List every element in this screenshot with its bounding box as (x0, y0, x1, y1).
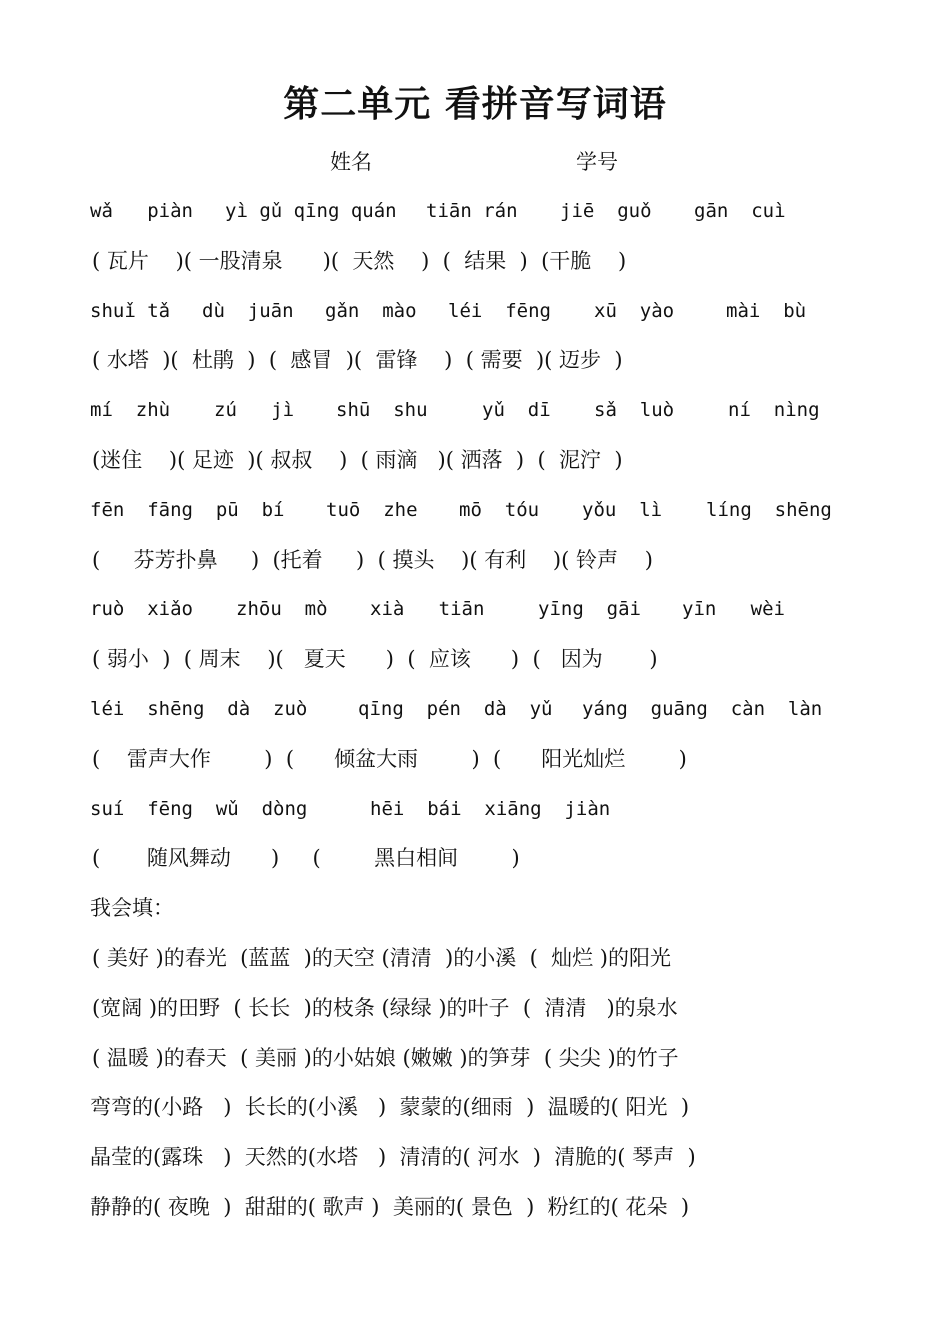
answer-text: ( 水塔 )( 杜鹃 ) ( 感冒 )( 雷锋 ) ( 需要 )( 迈步 ) (92, 348, 623, 373)
pinyin-text: zú jì (214, 399, 295, 422)
answer-row (0, 993, 950, 1023)
pinyin-row (0, 296, 950, 326)
answer-row (0, 943, 950, 973)
pinyin-row (0, 196, 950, 226)
name-label: 姓名 (330, 150, 372, 174)
pinyin-text: léi fēng (448, 299, 551, 322)
pinyin-text: dù juān (202, 299, 294, 322)
answer-text: ( 雷声大作 ) ( 倾盆大雨 ) ( 阳光灿烂 ) (92, 746, 687, 771)
pinyin-text: tuō zhe (326, 498, 418, 521)
pinyin-row (0, 794, 950, 824)
answer-text: ( 温暖 )的春天 ( 美丽 )的小姑娘 (嫩嫩 )的笋芽 ( 尖尖 )的竹子 (92, 1045, 679, 1070)
pinyin-text: yīng gāi (538, 598, 641, 621)
pinyin-text: líng shēng (706, 498, 832, 521)
pinyin-row (0, 694, 950, 724)
pinyin-text: suí fēng wǔ dòng (90, 797, 308, 820)
pinyin-text: xū yào (594, 299, 675, 322)
answer-text: ( 随风舞动 ) ( 黑白相间 ) (92, 846, 520, 871)
pinyin-text: yǒu lì (582, 498, 663, 521)
answer-text: ( 芬芳扑鼻 ) (托着 ) ( 摸头 )( 有利 )( 铃声 ) (92, 547, 653, 572)
pinyin-text: fēn fāng pū bí (90, 498, 285, 521)
pinyin-text: mō tóu (459, 498, 540, 521)
pinyin-text: tiān rán (426, 200, 518, 222)
answer-row (0, 345, 950, 375)
pinyin-text: yáng guāng càn làn (582, 698, 823, 720)
pinyin-text: sǎ luò (594, 399, 675, 422)
pinyin-text: gān cuì (694, 200, 786, 222)
pinyin-text: ní nìng (728, 399, 820, 422)
pinyin-text: yǔ dī (482, 399, 551, 422)
answer-row (0, 644, 950, 674)
pinyin-row (0, 495, 950, 525)
pinyin-text: hēi bái xiāng jiàn (370, 797, 611, 820)
pinyin-text: jiē guǒ (560, 200, 652, 222)
answer-text: ( 弱小 ) ( 周末 )( 夏天 ) ( 应该 ) ( 因为 ) (92, 647, 658, 672)
pinyin-text: mí zhù (90, 399, 171, 422)
answer-row (0, 445, 950, 475)
answer-row (0, 246, 950, 276)
pinyin-text: yīn wèi (682, 598, 785, 621)
answer-row (0, 893, 950, 923)
pinyin-text: yì gǔ qīng quán (225, 200, 397, 222)
student-id-label: 学号 (576, 150, 618, 174)
answer-row (0, 1192, 950, 1222)
pinyin-text: gǎn mào (325, 299, 417, 322)
pinyin-text: wǎ piàn (90, 200, 193, 222)
answer-row (0, 545, 950, 575)
answer-text: 晶莹的(露珠 ) 天然的(水塔 ) 清清的( 河水 ) 清脆的( 琴声 ) (90, 1145, 696, 1170)
pinyin-text: ruò xiǎo (90, 598, 193, 621)
pinyin-text: shuǐ tǎ (90, 299, 171, 322)
pinyin-text: shū shu (336, 399, 428, 422)
page-title: 第二单元 看拼音写词语 (283, 84, 667, 125)
answer-text: 弯弯的(小路 ) 长长的(小溪 ) 蒙蒙的(细雨 ) 温暖的( 阳光 ) (90, 1095, 690, 1120)
answer-row (0, 1092, 950, 1122)
pinyin-row (0, 594, 950, 624)
answer-row (0, 1142, 950, 1172)
answer-text: (宽阔 )的田野 ( 长长 )的枝条 (绿绿 )的叶子 ( 清清 )的泉水 (92, 995, 678, 1020)
answer-row (0, 744, 950, 774)
answer-row (0, 1043, 950, 1073)
answer-text: (迷住 )( 足迹 )( 叔叔 ) ( 雨滴 )( 洒落 ) ( 泥泞 ) (92, 448, 623, 472)
pinyin-text: xià tiān (370, 598, 485, 621)
pinyin-row (0, 395, 950, 425)
pinyin-text: qīng pén dà yǔ (358, 698, 553, 720)
pinyin-text: mài bù (726, 299, 807, 322)
pinyin-text: léi shēng dà zuò (90, 698, 308, 720)
answer-text: ( 美好 )的春光 (蓝蓝 )的天空 (清清 )的小溪 ( 灿烂 )的阳光 (92, 946, 671, 970)
answer-text: ( 瓦片 )( 一股清泉 )( 天然 ) ( 结果 ) (干脆 ) (92, 248, 627, 273)
answer-text: 我会填： (90, 896, 174, 921)
answer-row (0, 843, 950, 873)
pinyin-text: zhōu mò (236, 598, 328, 621)
answer-text: 静静的( 夜晚 ) 甜甜的( 歌声 ) 美丽的( 景色 ) 粉红的( 花朵 ) (90, 1195, 690, 1219)
